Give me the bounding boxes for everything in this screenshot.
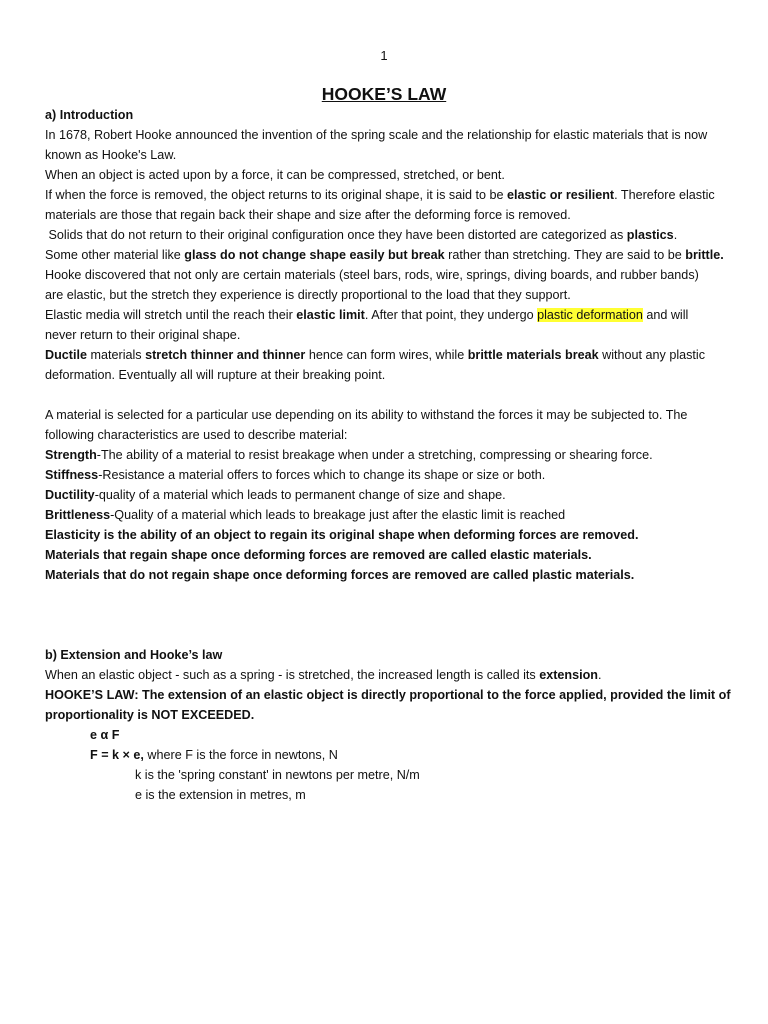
bold-term: Ductility: [45, 488, 95, 502]
section-a-heading: a) Introduction: [45, 108, 134, 122]
document-body: [45, 105, 731, 805]
text-run: and will: [642, 308, 689, 322]
blank-space: [45, 585, 725, 645]
text-run: -quality of a material which leads to permanent change of size and shape.: [94, 488, 506, 502]
formula: F = k × e,: [90, 748, 144, 762]
elastic-materials-definition: Materials that regain shape once deforming forces are removed are called elastic materials.: [45, 548, 592, 562]
paragraph-line: known as Hooke's Law.: [45, 148, 177, 162]
text-run: materials: [87, 348, 146, 362]
hookes-law-statement: HOOKE’S LAW: The extension of an elastic object is directly proportional to the force applied, provided the limit of: [45, 688, 731, 702]
text-run: -The ability of a material to resist breakage when under a stretching, compressing or shearing force.: [96, 448, 653, 462]
text-run: When an elastic object - such as a spring - is stretched, the increased length is called its: [45, 668, 540, 682]
bold-term: brittle materials break: [467, 348, 599, 362]
bold-term: Stiffness: [45, 468, 99, 482]
bold-term: elastic limit: [296, 308, 365, 322]
proportionality-expression: e α F: [90, 728, 120, 742]
paragraph-line: never return to their original shape.: [45, 328, 241, 342]
hookes-law-statement-cont: proportionality is NOT EXCEEDED.: [45, 708, 255, 722]
bold-term: Strength: [45, 448, 97, 462]
paragraph-line: are elastic, but the stretch they experience is directly proportional to the load that they support.: [45, 288, 571, 302]
variable-definition-e: e is the extension in metres, m: [135, 788, 306, 802]
definition-stiffness: [45, 465, 725, 485]
paragraph-line: [45, 225, 725, 245]
text-run: .: [673, 228, 678, 242]
paragraph-line: [45, 305, 725, 325]
paragraph-line: [45, 245, 725, 265]
page-number: 1: [380, 48, 388, 63]
bold-term: plastics: [626, 228, 674, 242]
highlighted-term: plastic deformation: [537, 308, 643, 322]
text-run: Elastic media will stretch until the reach their: [45, 308, 297, 322]
text-run: without any plastic: [598, 348, 706, 362]
text-run: Solids that do not return to their original configuration once they have been distorted are categorized as: [45, 228, 627, 242]
page-title: HOOKE’S LAW: [321, 84, 447, 104]
text-run: -Quality of a material which leads to breakage just after the elastic limit is reached: [110, 508, 566, 522]
elasticity-definition: Elasticity is the ability of an object to regain its original shape when deforming forces are removed.: [45, 528, 639, 542]
text-run: where F is the force in newtons, N: [143, 748, 338, 762]
bold-term: glass do not change shape easily but break: [184, 248, 445, 262]
text-run: hence can form wires, while: [305, 348, 468, 362]
bold-term: extension: [539, 668, 598, 682]
bold-term: elastic or resilient: [507, 188, 615, 202]
paragraph-line: [45, 665, 725, 685]
definition-brittleness: [45, 505, 725, 525]
paragraph-line: [45, 185, 725, 205]
text-run: Some other material like: [45, 248, 185, 262]
paragraph-line: A material is selected for a particular use depending on its ability to withstand the forces it may be subjected to. The: [45, 408, 688, 422]
text-run: . After that point, they undergo: [364, 308, 538, 322]
bold-term: stretch thinner and thinner: [145, 348, 306, 362]
paragraph-line: materials are those that regain back their shape and size after the deforming force is removed.: [45, 208, 571, 222]
plastic-materials-definition: Materials that do not regain shape once deforming forces are removed are called plastic materials.: [45, 568, 635, 582]
text-run: -Resistance a material offers to forces which to change its shape or size or both.: [98, 468, 546, 482]
text-run: rather than stretching. They are said to be: [444, 248, 686, 262]
paragraph-line: [45, 345, 725, 365]
blank-line: [45, 385, 725, 405]
text-run: . Therefore elastic: [614, 188, 715, 202]
definition-strength: [45, 445, 725, 465]
bold-term: brittle.: [685, 248, 724, 262]
section-b-heading: b) Extension and Hooke’s law: [45, 648, 223, 662]
formula-line: [45, 745, 725, 765]
definition-ductility: [45, 485, 725, 505]
bold-term: Ductile: [45, 348, 87, 362]
paragraph-line: In 1678, Robert Hooke announced the invention of the spring scale and the relationship for elastic materials that is now: [45, 128, 708, 142]
bold-term: Brittleness: [45, 508, 111, 522]
paragraph-line: following characteristics are used to describe material:: [45, 428, 348, 442]
text-run: .: [598, 668, 602, 682]
variable-definition-k: k is the 'spring constant' in newtons per metre, N/m: [135, 768, 420, 782]
paragraph-line: When an object is acted upon by a force, it can be compressed, stretched, or bent.: [45, 168, 505, 182]
paragraph-line: Hooke discovered that not only are certain materials (steel bars, rods, wire, springs, diving boards, and rubber bands): [45, 268, 699, 282]
paragraph-line: deformation. Eventually all will rupture at their breaking point.: [45, 368, 386, 382]
text-run: If when the force is removed, the object returns to its original shape, it is said to be: [45, 188, 508, 202]
